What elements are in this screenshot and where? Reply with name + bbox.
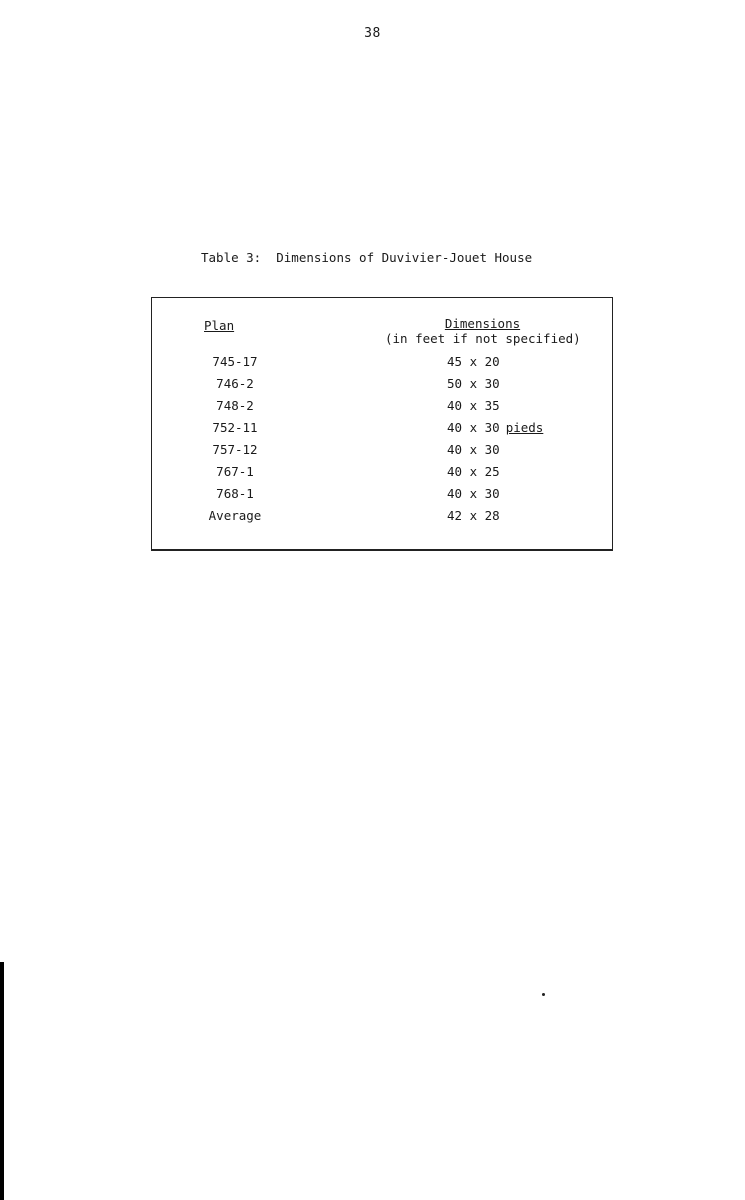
column-header-dimensions bbox=[385, 316, 580, 346]
table-caption: Table 3: Dimensions of Duvivier-Jouet House bbox=[201, 250, 533, 265]
plan-cell: 757-12 bbox=[212, 442, 258, 457]
table-row bbox=[152, 398, 612, 420]
dimensions-cell bbox=[447, 486, 500, 501]
page-number: 38 bbox=[364, 26, 381, 41]
dimensions-value: 40 x 25 bbox=[447, 464, 500, 479]
dimensions-unit: pieds bbox=[505, 420, 544, 435]
plan-cell: 746-2 bbox=[216, 376, 254, 391]
table-row-average bbox=[152, 508, 612, 530]
plan-cell: Average bbox=[208, 508, 262, 523]
column-header-dimensions-note: (in feet if not specified) bbox=[385, 331, 581, 346]
column-header-plan: Plan bbox=[204, 318, 235, 333]
table-row bbox=[152, 442, 612, 464]
scan-speck bbox=[542, 993, 545, 996]
dimensions-cell bbox=[447, 376, 500, 391]
dimensions-value: 40 x 30 bbox=[447, 486, 500, 501]
scan-edge-bar bbox=[0, 962, 4, 1200]
dimensions-table bbox=[151, 297, 613, 551]
dimensions-value: 42 x 28 bbox=[447, 508, 500, 523]
table-row bbox=[152, 486, 612, 508]
dimensions-value: 40 x 35 bbox=[447, 398, 500, 413]
table-row bbox=[152, 420, 612, 442]
table-row bbox=[152, 464, 612, 486]
dimensions-cell bbox=[447, 464, 500, 479]
dimensions-cell bbox=[447, 420, 543, 435]
plan-cell: 768-1 bbox=[216, 486, 254, 501]
plan-cell: 752-11 bbox=[212, 420, 258, 435]
dimensions-value: 45 x 20 bbox=[447, 354, 500, 369]
dimensions-cell bbox=[447, 398, 500, 413]
dimensions-value: 40 x 30 bbox=[447, 420, 500, 435]
dimensions-value: 40 x 30 bbox=[447, 442, 500, 457]
table-row bbox=[152, 376, 612, 398]
dimensions-cell bbox=[447, 442, 500, 457]
plan-cell: 745-17 bbox=[212, 354, 258, 369]
table-row bbox=[152, 354, 612, 376]
plan-cell: 767-1 bbox=[216, 464, 254, 479]
plan-cell: 748-2 bbox=[216, 398, 254, 413]
table-body bbox=[152, 354, 612, 530]
column-header-dimensions-title: Dimensions bbox=[444, 316, 521, 331]
dimensions-value: 50 x 30 bbox=[447, 376, 500, 391]
dimensions-cell bbox=[447, 508, 500, 523]
dimensions-cell bbox=[447, 354, 500, 369]
